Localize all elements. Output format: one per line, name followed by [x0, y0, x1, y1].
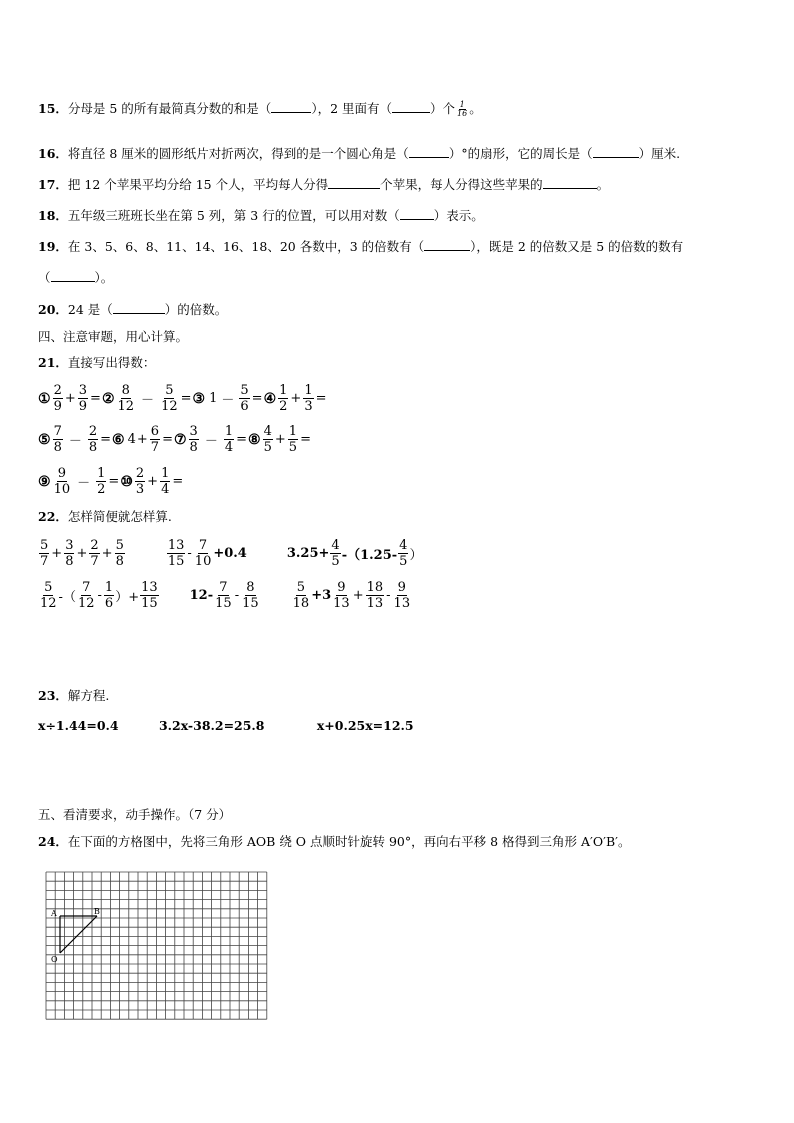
triangle-aob: [60, 916, 97, 953]
answer-blank[interactable]: [271, 101, 311, 113]
question-number: 15．: [38, 101, 68, 116]
question-text: ）个: [430, 101, 456, 116]
question-number: 23．: [38, 688, 68, 703]
label-o: O: [51, 955, 58, 964]
section-5-title: 五、看清要求，动手操作。（7 分）: [38, 807, 232, 822]
answer-blank[interactable]: [593, 146, 639, 158]
question-text: 在下面的方格图中，先将三角形 AOB 绕 O 点顺时针旋转 90°，再向右平移 8 格得到三角形 A′O′B′。: [67, 834, 631, 849]
grid-figure[interactable]: [45, 871, 269, 1025]
question-19: [38, 239, 683, 255]
question-text: ），2 里面有（: [311, 101, 392, 116]
question-text: 。: [596, 177, 610, 192]
equation-3: x+0.25x=12.5: [316, 718, 414, 733]
section-4-title: 四、注意审题，用心计算。: [38, 329, 189, 344]
question-number: 22．: [38, 509, 68, 524]
question-17: [38, 177, 609, 193]
fraction: $\frac{1}{16}$: [457, 100, 468, 118]
question-text: 个苹果，每人分得这些苹果的: [380, 177, 543, 192]
question-19-cont: （ ）。: [38, 270, 114, 285]
answer-blank[interactable]: [113, 302, 165, 314]
question-number: 16．: [38, 146, 68, 161]
answer-blank[interactable]: [409, 146, 449, 158]
answer-blank[interactable]: [400, 208, 434, 220]
question-text: 将直径 8 厘米的圆形纸片对折两次，得到的是一个圆心角是（: [67, 146, 409, 161]
calc-row-2: ⑤ $\frac{7}{8}$ － $\frac{2}{8}$ = ⑥ 4 + $\frac{6}{7}$ = ⑦ $\frac{3}{8}$ － $\frac{1}{4}$ = ⑧ $\frac{4}{5}$ + $\frac{1}{5}$ =: [38, 424, 311, 455]
answer-blank[interactable]: [392, 101, 430, 113]
question-text: ），既是 2 的倍数又是 5 的倍数的数有: [470, 239, 684, 254]
question-text: 把 12 个苹果平均分给 15 个人，平均每人分得: [67, 177, 329, 192]
answer-blank[interactable]: [328, 177, 380, 189]
question-text: ）°的扇形，它的周长是（: [448, 146, 593, 161]
question-text: ）厘米.: [638, 146, 681, 161]
question-number: 20．: [38, 302, 68, 317]
question-text: 怎样简便就怎样算.: [67, 509, 172, 524]
equation-1: x÷1.44=0.4: [38, 718, 119, 733]
question-number: 19．: [38, 239, 68, 254]
simplify-row-2: $\frac{5}{12}$ -（ $\frac{7}{12}$ - $\frac{1}{6}$ ）+ $\frac{13}{15}$ 12- $\frac{7}{15}$ - $\frac{8}{15}$ $\frac{5}{18}$ +3 $\frac{9}{13}$ + $\frac{18}{13}$ - $\frac{9}{13}$: [40, 580, 411, 611]
equations-row: [38, 718, 414, 734]
question-24: [38, 834, 631, 850]
calc-row-3: ⑨ $\frac{9}{10}$ － $\frac{1}{2}$ = ⑩ $\frac{2}{3}$ + $\frac{1}{4}$ =: [38, 466, 184, 497]
question-text: 直接写出得数：: [67, 355, 156, 370]
question-text: ）表示。: [433, 208, 484, 223]
question-text: ）的倍数。: [164, 302, 228, 317]
question-number: 18．: [38, 208, 68, 223]
question-23: [38, 688, 109, 704]
question-number: 21．: [38, 355, 68, 370]
question-22: [38, 509, 172, 525]
question-text: 五年级三班班长坐在第 5 列，第 3 行的位置，可以用对数（: [67, 208, 400, 223]
calc-row-1: ① $\frac{2}{9}$ + $\frac{3}{9}$ = ② $\frac{8}{12}$ － $\frac{5}{12}$ = ③ 1 － $\frac{5}{6}$ = ④ $\frac{1}{2}$ + $\frac{1}{3}$ =: [38, 383, 327, 414]
question-15: 15．分母是 5 的所有最简真分数的和是（ ），2 里面有（ ）个 $\frac{1}{16}$ 。: [38, 100, 482, 118]
question-18: [38, 208, 484, 224]
answer-blank[interactable]: [424, 239, 470, 251]
question-number: 17．: [38, 177, 68, 192]
question-number: 24．: [38, 834, 68, 849]
question-text: 24 是（: [67, 302, 113, 317]
question-20: [38, 302, 227, 318]
simplify-row-1: $\frac{5}{7}$ + $\frac{3}{8}$ + $\frac{2}{7}$ + $\frac{5}{8}$ $\frac{13}{15}$ - $\frac{7}{10}$ +0.4 3.25+ $\frac{4}{5}$ -（1.25- $\frac{4}{5}$ ）: [40, 538, 423, 569]
label-b: B: [94, 907, 100, 916]
question-16: [38, 146, 680, 162]
label-a: A: [51, 909, 57, 918]
question-21: [38, 355, 155, 371]
answer-blank[interactable]: [543, 177, 597, 189]
question-text: 在 3、5、6、8、11、14、16、18、20 各数中，3 的倍数有（: [67, 239, 425, 254]
answer-blank[interactable]: [51, 270, 95, 282]
question-text: 解方程.: [67, 688, 110, 703]
question-text: 分母是 5 的所有最简真分数的和是（: [67, 101, 272, 116]
equation-2: 3.2x-38.2=25.8: [158, 718, 265, 733]
